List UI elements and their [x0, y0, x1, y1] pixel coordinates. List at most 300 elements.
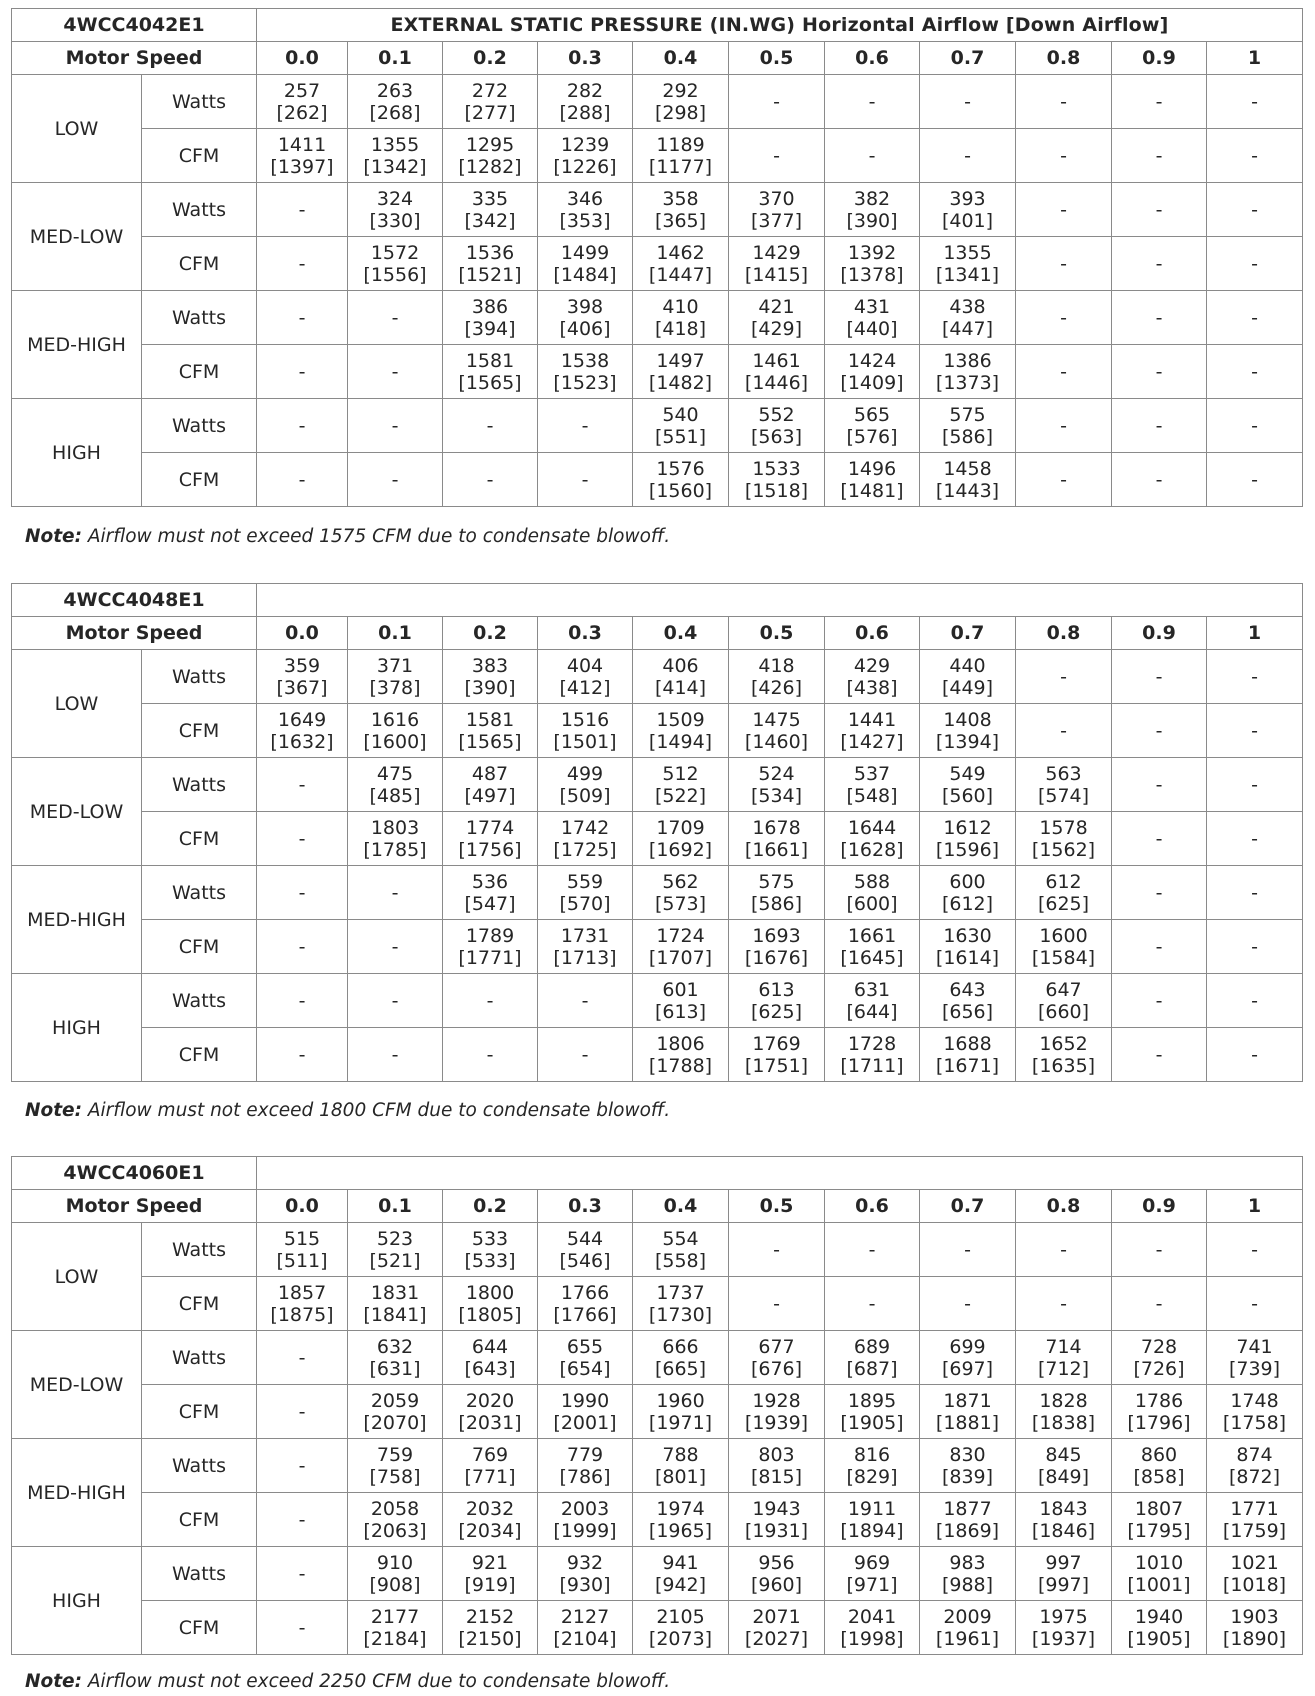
down-airflow-value: [1600] — [363, 730, 427, 753]
value-cell — [1207, 183, 1303, 237]
down-airflow-value: [942] — [654, 1573, 707, 1596]
horizontal-value: 1497 — [656, 349, 705, 372]
value-cell — [1016, 453, 1112, 507]
value-cell — [1207, 291, 1303, 345]
horizontal-value: 588 — [853, 870, 891, 893]
down-airflow-value: [997] — [1037, 1573, 1090, 1596]
horizontal-value: 969 — [853, 1551, 891, 1574]
value-cell — [633, 812, 729, 866]
table-row — [12, 650, 1303, 704]
value-cell — [1016, 974, 1112, 1028]
horizontal-value: 2152 — [465, 1605, 515, 1628]
value-cell — [920, 1385, 1016, 1439]
horizontal-value: - — [1251, 881, 1258, 904]
horizontal-value: 421 — [758, 295, 795, 318]
horizontal-value: - — [581, 989, 589, 1012]
value-cell — [1016, 1331, 1112, 1385]
down-airflow-value: [1730] — [648, 1303, 713, 1326]
horizontal-value: 1688 — [943, 1032, 992, 1055]
down-airflow-value: [1841] — [363, 1303, 427, 1326]
value-cell — [538, 758, 633, 812]
down-airflow-value: [2070] — [363, 1411, 427, 1434]
down-airflow-value: [365] — [654, 209, 707, 232]
motor-speed-label: LOW — [12, 650, 142, 758]
model-number: 4WCC4042E1 — [12, 9, 257, 42]
table-row — [12, 704, 1303, 758]
value-cell — [729, 291, 825, 345]
down-airflow-value: [2104] — [553, 1627, 617, 1650]
horizontal-value: 1441 — [847, 708, 897, 731]
value-cell — [920, 812, 1016, 866]
value-cell — [1207, 1277, 1303, 1331]
value-cell — [348, 237, 443, 291]
down-airflow-value: [1484] — [553, 263, 617, 286]
value-cell — [257, 345, 348, 399]
value-cell — [1207, 1493, 1303, 1547]
down-airflow-value: [1447] — [648, 263, 713, 286]
horizontal-value: 1709 — [656, 816, 705, 839]
value-cell — [825, 453, 920, 507]
value-cell — [729, 75, 825, 129]
horizontal-value: - — [868, 1238, 876, 1261]
horizontal-value: 1857 — [277, 1281, 327, 1304]
value-cell — [633, 758, 729, 812]
value-cell — [257, 650, 348, 704]
horizontal-value: 759 — [376, 1443, 414, 1466]
pressure-column-header: 0.5 — [729, 42, 825, 75]
horizontal-value: - — [1251, 144, 1258, 167]
value-cell — [729, 1385, 825, 1439]
value-cell — [443, 974, 538, 1028]
value-cell — [633, 704, 729, 758]
value-cell — [538, 75, 633, 129]
down-airflow-value: [1521] — [458, 263, 522, 286]
model-header-row — [12, 584, 1303, 617]
pressure-column-header: 0.6 — [825, 42, 920, 75]
value-cell — [1207, 453, 1303, 507]
value-cell — [729, 758, 825, 812]
horizontal-value: - — [964, 90, 971, 113]
horizontal-value: 418 — [758, 654, 795, 677]
value-cell — [538, 974, 633, 1028]
value-cell — [1016, 183, 1112, 237]
horizontal-value: 1769 — [752, 1032, 801, 1055]
horizontal-value: 1975 — [1039, 1605, 1088, 1628]
horizontal-value: 1533 — [752, 457, 801, 480]
metric-label: CFM — [142, 453, 257, 507]
down-airflow-value: [1661] — [744, 838, 809, 861]
horizontal-value: 1871 — [943, 1389, 992, 1412]
down-airflow-value: [1890] — [1222, 1627, 1287, 1650]
horizontal-value: - — [1251, 360, 1258, 383]
down-airflow-value: [2184] — [363, 1627, 427, 1650]
horizontal-value: - — [1060, 306, 1067, 329]
value-cell — [257, 1385, 348, 1439]
down-airflow-value: [786] — [559, 1465, 611, 1488]
value-cell — [1112, 399, 1207, 453]
value-cell — [443, 1547, 538, 1601]
pressure-column-header: 0.7 — [920, 42, 1016, 75]
value-cell — [1016, 399, 1112, 453]
value-cell — [538, 183, 633, 237]
horizontal-value: 647 — [1045, 978, 1082, 1001]
down-airflow-value: [1556] — [363, 263, 427, 286]
metric-label: Watts — [142, 650, 257, 704]
horizontal-value: 728 — [1140, 1335, 1178, 1358]
value-cell — [538, 1331, 633, 1385]
horizontal-value: 1895 — [847, 1389, 897, 1412]
down-airflow-value: [521] — [369, 1249, 421, 1272]
value-cell — [443, 1277, 538, 1331]
horizontal-value: 575 — [949, 403, 986, 426]
value-cell — [257, 920, 348, 974]
value-cell — [257, 1331, 348, 1385]
pressure-column-header: 1 — [1207, 617, 1303, 650]
metric-label: CFM — [142, 1385, 257, 1439]
value-cell — [729, 866, 825, 920]
down-airflow-value: [1373] — [935, 371, 1000, 394]
down-airflow-value: [1869] — [935, 1519, 1000, 1542]
value-cell — [1112, 1493, 1207, 1547]
value-cell — [538, 129, 633, 183]
down-airflow-value: [988] — [941, 1573, 994, 1596]
value-cell — [257, 866, 348, 920]
horizontal-value: - — [298, 252, 306, 275]
value-cell — [920, 866, 1016, 920]
down-airflow-value: [801] — [654, 1465, 707, 1488]
horizontal-value: 1742 — [560, 816, 610, 839]
metric-label: CFM — [142, 920, 257, 974]
value-cell — [825, 75, 920, 129]
horizontal-value: - — [1155, 144, 1163, 167]
value-cell — [348, 129, 443, 183]
horizontal-value: 1239 — [560, 133, 610, 156]
horizontal-value: - — [486, 1043, 494, 1066]
horizontal-value: - — [868, 90, 876, 113]
down-airflow-value: [839] — [941, 1465, 994, 1488]
value-cell — [443, 1028, 538, 1082]
down-airflow-value: [858] — [1133, 1465, 1185, 1488]
down-airflow-value: [1342] — [363, 155, 427, 178]
horizontal-value: 429 — [853, 654, 891, 677]
value-cell — [443, 291, 538, 345]
down-airflow-value: [908] — [369, 1573, 421, 1596]
value-cell — [825, 1277, 920, 1331]
value-cell — [633, 1439, 729, 1493]
horizontal-value: 1600 — [1039, 924, 1088, 947]
horizontal-value: - — [391, 306, 399, 329]
pressure-column-header: 0.3 — [538, 1190, 633, 1223]
value-cell — [257, 1493, 348, 1547]
value-cell — [729, 704, 825, 758]
down-airflow-value: [268] — [369, 101, 421, 124]
value-cell — [257, 399, 348, 453]
horizontal-value: - — [1155, 198, 1163, 221]
table-note — [25, 526, 670, 547]
value-cell — [1016, 291, 1112, 345]
motor-speed-label: MED-LOW — [12, 758, 142, 866]
horizontal-value: 512 — [662, 762, 699, 785]
down-airflow-value: [330] — [369, 209, 421, 232]
horizontal-value: 1392 — [847, 241, 897, 264]
down-airflow-value: [872] — [1228, 1465, 1281, 1488]
motor-speed-label: MED-LOW — [12, 1331, 142, 1439]
horizontal-value: - — [391, 989, 399, 1012]
motor-speed-label: MED-HIGH — [12, 1439, 142, 1547]
horizontal-value: 845 — [1045, 1443, 1082, 1466]
horizontal-value: 552 — [758, 403, 795, 426]
horizontal-value: 1496 — [847, 457, 897, 480]
value-cell — [825, 1385, 920, 1439]
horizontal-value: 499 — [566, 762, 604, 785]
horizontal-value: 1458 — [943, 457, 992, 480]
value-cell — [920, 1223, 1016, 1277]
down-airflow-value: [574] — [1037, 784, 1090, 807]
motor-speed-label: HIGH — [12, 399, 142, 507]
down-airflow-value: [1771] — [458, 946, 522, 969]
horizontal-value: - — [964, 1238, 971, 1261]
horizontal-value: - — [298, 1454, 306, 1477]
value-cell — [348, 1223, 443, 1277]
pressure-column-header: 0.2 — [443, 42, 538, 75]
value-cell — [729, 129, 825, 183]
metric-label: CFM — [142, 1493, 257, 1547]
down-airflow-value: [447] — [941, 317, 994, 340]
pressure-column-header: 0.6 — [825, 1190, 920, 1223]
horizontal-value: 398 — [566, 295, 604, 318]
down-airflow-value: [438] — [846, 676, 898, 699]
fan-performance-table — [11, 8, 1303, 507]
horizontal-value: - — [391, 468, 399, 491]
down-airflow-value: [1596] — [935, 838, 1000, 861]
down-airflow-value: [1838] — [1031, 1411, 1096, 1434]
value-cell — [633, 1601, 729, 1655]
horizontal-value: 544 — [566, 1227, 604, 1250]
horizontal-value: 346 — [566, 187, 604, 210]
table-row — [12, 345, 1303, 399]
horizontal-value: 2058 — [370, 1497, 420, 1520]
value-cell — [257, 237, 348, 291]
value-cell — [443, 920, 538, 974]
value-cell — [257, 974, 348, 1028]
horizontal-value: - — [391, 414, 399, 437]
horizontal-value: 1429 — [752, 241, 801, 264]
down-airflow-value: [1562] — [1031, 838, 1096, 861]
value-cell — [920, 183, 1016, 237]
table-row — [12, 866, 1303, 920]
horizontal-value: 1644 — [847, 816, 897, 839]
value-cell — [1112, 1601, 1207, 1655]
horizontal-value: 1943 — [752, 1497, 801, 1520]
metric-label: Watts — [142, 974, 257, 1028]
value-cell — [729, 1601, 825, 1655]
down-airflow-value: [418] — [654, 317, 707, 340]
horizontal-value: 1581 — [465, 349, 515, 372]
down-airflow-value: [378] — [369, 676, 421, 699]
pressure-column-header: 0.9 — [1112, 1190, 1207, 1223]
horizontal-value: - — [1155, 719, 1163, 742]
pressure-column-header: 0.8 — [1016, 1190, 1112, 1223]
horizontal-value: 1940 — [1134, 1605, 1184, 1628]
value-cell — [348, 1439, 443, 1493]
down-airflow-value: [367] — [276, 676, 328, 699]
horizontal-value: 1411 — [277, 133, 327, 156]
down-airflow-value: [377] — [750, 209, 803, 232]
down-airflow-value: [2063] — [363, 1519, 427, 1542]
horizontal-value: - — [1251, 90, 1258, 113]
down-airflow-value: [440] — [846, 317, 898, 340]
value-cell — [348, 75, 443, 129]
value-cell — [729, 183, 825, 237]
horizontal-value: 1509 — [656, 708, 705, 731]
note-label: Note: — [25, 526, 82, 547]
value-cell — [443, 399, 538, 453]
table-row — [12, 399, 1303, 453]
down-airflow-value: [497] — [464, 784, 516, 807]
value-cell — [1112, 1028, 1207, 1082]
horizontal-value: - — [1155, 1292, 1163, 1315]
horizontal-value: - — [1155, 989, 1163, 1012]
horizontal-value: 1581 — [465, 708, 515, 731]
value-cell — [443, 1331, 538, 1385]
horizontal-value: 358 — [662, 187, 699, 210]
down-airflow-value: [1759] — [1222, 1519, 1287, 1542]
value-cell — [443, 1223, 538, 1277]
horizontal-value: 359 — [283, 654, 321, 677]
value-cell — [443, 1385, 538, 1439]
horizontal-value: 2020 — [465, 1389, 515, 1412]
horizontal-value: - — [581, 1043, 589, 1066]
horizontal-value: - — [1060, 468, 1067, 491]
horizontal-value: 2041 — [847, 1605, 897, 1628]
horizontal-value: - — [868, 1292, 876, 1315]
horizontal-value: 383 — [471, 654, 509, 677]
horizontal-value: - — [1155, 1238, 1163, 1261]
horizontal-value: 438 — [949, 295, 986, 318]
down-airflow-value: [533] — [464, 1249, 516, 1272]
down-airflow-value: [429] — [750, 317, 803, 340]
horizontal-value: 292 — [662, 79, 699, 102]
value-cell — [729, 1547, 825, 1601]
table-note — [25, 1100, 670, 1121]
value-cell — [729, 399, 825, 453]
value-cell — [443, 812, 538, 866]
table-row — [12, 920, 1303, 974]
horizontal-value: - — [773, 90, 780, 113]
down-airflow-value: [613] — [654, 1000, 707, 1023]
horizontal-value: 2177 — [370, 1605, 420, 1628]
note-text: Airflow must not exceed 1575 CFM due to condensate blowoff. — [87, 526, 671, 547]
value-cell — [538, 1601, 633, 1655]
value-cell — [1207, 650, 1303, 704]
horizontal-value: - — [868, 144, 876, 167]
value-cell — [257, 453, 348, 507]
value-cell — [257, 758, 348, 812]
down-airflow-value: [739] — [1228, 1357, 1281, 1380]
down-airflow-value: [625] — [750, 1000, 803, 1023]
horizontal-value: 644 — [471, 1335, 509, 1358]
horizontal-value: 263 — [376, 79, 414, 102]
down-airflow-value: [1397] — [270, 155, 334, 178]
horizontal-value: - — [298, 1346, 306, 1369]
horizontal-value: 769 — [471, 1443, 509, 1466]
value-cell — [348, 1277, 443, 1331]
value-cell — [633, 237, 729, 291]
table-row — [12, 1331, 1303, 1385]
horizontal-value: 1538 — [560, 349, 610, 372]
horizontal-value: - — [298, 989, 306, 1012]
value-cell — [825, 920, 920, 974]
horizontal-value: 613 — [758, 978, 795, 1001]
horizontal-value: - — [1155, 881, 1163, 904]
pressure-column-header: 0.4 — [633, 42, 729, 75]
value-cell — [348, 758, 443, 812]
pressure-column-header: 0.1 — [348, 1190, 443, 1223]
metric-label: Watts — [142, 758, 257, 812]
value-cell — [825, 399, 920, 453]
horizontal-value: 2003 — [560, 1497, 610, 1520]
pressure-column-header: 0.4 — [633, 1190, 729, 1223]
table-row — [12, 974, 1303, 1028]
horizontal-value: 1903 — [1230, 1605, 1279, 1628]
down-airflow-value: [643] — [464, 1357, 516, 1380]
metric-label: CFM — [142, 704, 257, 758]
value-cell — [538, 1223, 633, 1277]
value-cell — [633, 1385, 729, 1439]
horizontal-value: 1928 — [752, 1389, 801, 1412]
down-airflow-value: [960] — [750, 1573, 803, 1596]
horizontal-value: - — [1155, 90, 1163, 113]
down-airflow-value: [1394] — [935, 730, 1000, 753]
value-cell — [348, 291, 443, 345]
metric-label: Watts — [142, 399, 257, 453]
horizontal-value: 257 — [283, 79, 321, 102]
horizontal-value: 983 — [949, 1551, 986, 1574]
horizontal-value: 941 — [662, 1551, 699, 1574]
value-cell — [1112, 866, 1207, 920]
horizontal-value: 523 — [376, 1227, 414, 1250]
down-airflow-value: [586] — [941, 425, 994, 448]
horizontal-value: 1462 — [656, 241, 705, 264]
metric-label: CFM — [142, 812, 257, 866]
horizontal-value: 1748 — [1230, 1389, 1279, 1412]
down-airflow-value: [1282] — [458, 155, 522, 178]
horizontal-value: 779 — [566, 1443, 604, 1466]
down-airflow-value: [576] — [846, 425, 898, 448]
horizontal-value: - — [391, 360, 399, 383]
value-cell — [825, 974, 920, 1028]
pressure-column-header: 0.3 — [538, 42, 633, 75]
horizontal-value: 1021 — [1230, 1551, 1279, 1574]
value-cell — [920, 1547, 1016, 1601]
fan-performance-table — [11, 583, 1303, 1082]
down-airflow-value: [631] — [369, 1357, 421, 1380]
horizontal-value: 475 — [376, 762, 414, 785]
horizontal-value: 370 — [758, 187, 795, 210]
horizontal-value: 1572 — [370, 241, 420, 264]
metric-label: CFM — [142, 1601, 257, 1655]
horizontal-value: 1728 — [847, 1032, 897, 1055]
value-cell — [257, 75, 348, 129]
down-airflow-value: [406] — [559, 317, 611, 340]
value-cell — [538, 237, 633, 291]
pressure-column-header: 0.0 — [257, 617, 348, 650]
down-airflow-value: [829] — [846, 1465, 898, 1488]
horizontal-value: 699 — [949, 1335, 986, 1358]
value-cell — [825, 812, 920, 866]
horizontal-value: 487 — [471, 762, 509, 785]
value-cell — [1016, 704, 1112, 758]
